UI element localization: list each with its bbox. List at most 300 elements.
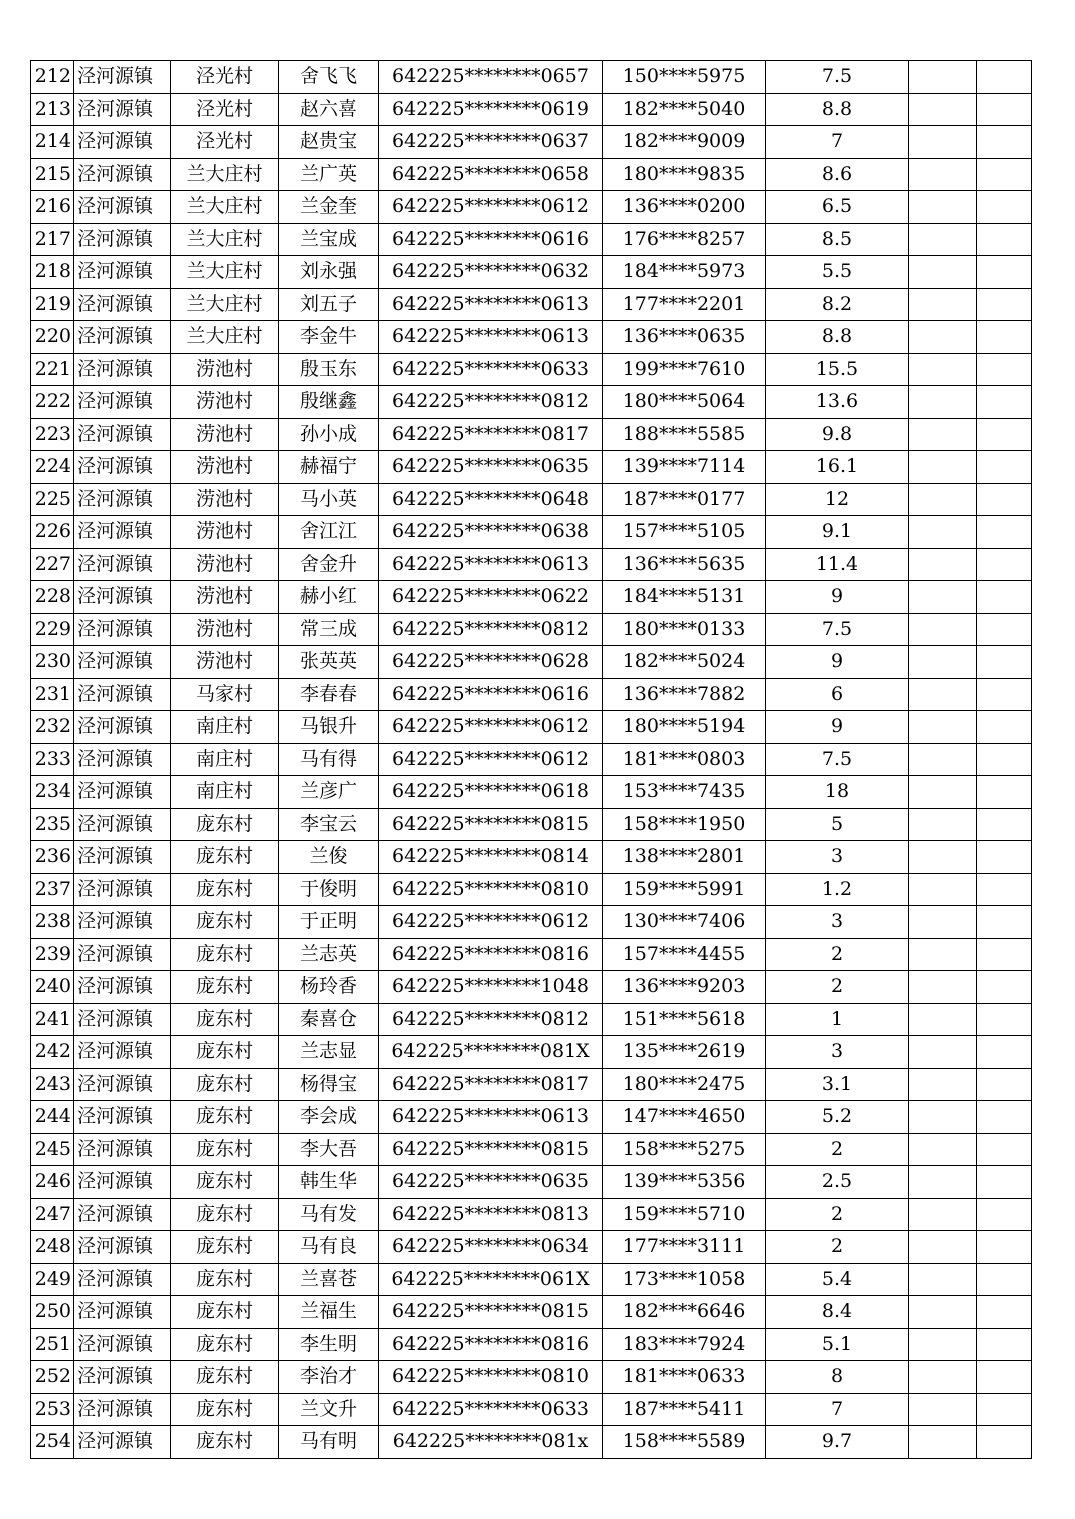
town-cell: 泾河源镇 [74, 841, 171, 874]
id-number-cell: 642225********0618 [379, 776, 603, 809]
person-name-cell: 兰宝成 [279, 223, 379, 256]
table-row [31, 451, 1032, 484]
empty-cell [977, 61, 1032, 94]
row-number-cell: 219 [31, 288, 74, 321]
table-row [31, 613, 1032, 646]
id-number-cell: 642225********0635 [379, 451, 603, 484]
phone-cell: 139****5356 [603, 1166, 766, 1199]
id-number-cell: 642225********0612 [379, 906, 603, 939]
row-number-cell: 236 [31, 841, 74, 874]
empty-cell [977, 1166, 1032, 1199]
row-number-cell: 229 [31, 613, 74, 646]
empty-cell [909, 288, 977, 321]
person-name-cell: 李大吾 [279, 1133, 379, 1166]
table-row [31, 1393, 1032, 1426]
id-number-cell: 642225********0812 [379, 613, 603, 646]
phone-cell: 180****5194 [603, 711, 766, 744]
empty-cell [977, 1328, 1032, 1361]
row-number-cell: 223 [31, 418, 74, 451]
town-cell: 泾河源镇 [74, 938, 171, 971]
person-name-cell: 兰文升 [279, 1393, 379, 1426]
empty-cell [977, 971, 1032, 1004]
town-cell: 泾河源镇 [74, 1003, 171, 1036]
empty-cell [909, 613, 977, 646]
person-name-cell: 殷玉东 [279, 353, 379, 386]
town-cell: 泾河源镇 [74, 191, 171, 224]
table-row [31, 1166, 1032, 1199]
person-name-cell: 刘永强 [279, 256, 379, 289]
village-cell: 庞东村 [171, 1393, 279, 1426]
value-cell: 15.5 [766, 353, 909, 386]
town-cell: 泾河源镇 [74, 1133, 171, 1166]
row-number-cell: 213 [31, 93, 74, 126]
phone-cell: 135****2619 [603, 1036, 766, 1069]
empty-cell [977, 516, 1032, 549]
town-cell: 泾河源镇 [74, 548, 171, 581]
id-number-cell: 642225********0634 [379, 1231, 603, 1264]
value-cell: 7.5 [766, 743, 909, 776]
phone-cell: 139****7114 [603, 451, 766, 484]
town-cell: 泾河源镇 [74, 678, 171, 711]
empty-cell [909, 711, 977, 744]
id-number-cell: 642225********0622 [379, 581, 603, 614]
value-cell: 7.5 [766, 61, 909, 94]
id-number-cell: 642225********0613 [379, 548, 603, 581]
row-number-cell: 220 [31, 321, 74, 354]
row-number-cell: 218 [31, 256, 74, 289]
empty-cell [977, 678, 1032, 711]
town-cell: 泾河源镇 [74, 1101, 171, 1134]
empty-cell [909, 841, 977, 874]
id-number-cell: 642225********0816 [379, 938, 603, 971]
empty-cell [977, 1296, 1032, 1329]
value-cell: 1 [766, 1003, 909, 1036]
table-row [31, 581, 1032, 614]
id-number-cell: 642225********0813 [379, 1198, 603, 1231]
empty-cell [909, 581, 977, 614]
person-name-cell: 李春春 [279, 678, 379, 711]
phone-cell: 136****0200 [603, 191, 766, 224]
table-row [31, 1361, 1032, 1394]
town-cell: 泾河源镇 [74, 483, 171, 516]
empty-cell [909, 1036, 977, 1069]
town-cell: 泾河源镇 [74, 61, 171, 94]
empty-cell [909, 906, 977, 939]
table-row [31, 938, 1032, 971]
row-number-cell: 226 [31, 516, 74, 549]
value-cell: 2 [766, 938, 909, 971]
empty-cell [977, 548, 1032, 581]
table-row [31, 1068, 1032, 1101]
village-cell: 庞东村 [171, 1068, 279, 1101]
town-cell: 泾河源镇 [74, 581, 171, 614]
table-row [31, 971, 1032, 1004]
row-number-cell: 224 [31, 451, 74, 484]
town-cell: 泾河源镇 [74, 256, 171, 289]
table-row [31, 191, 1032, 224]
value-cell: 2.5 [766, 1166, 909, 1199]
value-cell: 2 [766, 1198, 909, 1231]
value-cell: 2 [766, 1133, 909, 1166]
person-name-cell: 兰志英 [279, 938, 379, 971]
phone-cell: 187****0177 [603, 483, 766, 516]
person-name-cell: 兰喜苍 [279, 1263, 379, 1296]
village-cell: 庞东村 [171, 841, 279, 874]
empty-cell [909, 1361, 977, 1394]
village-cell: 庞东村 [171, 906, 279, 939]
phone-cell: 136****0635 [603, 321, 766, 354]
town-cell: 泾河源镇 [74, 1393, 171, 1426]
table-row [31, 1101, 1032, 1134]
table-row [31, 776, 1032, 809]
row-number-cell: 243 [31, 1068, 74, 1101]
empty-cell [909, 126, 977, 159]
table-row [31, 1003, 1032, 1036]
table-row [31, 808, 1032, 841]
value-cell: 12 [766, 483, 909, 516]
empty-cell [909, 1393, 977, 1426]
table-row [31, 126, 1032, 159]
table-row [31, 256, 1032, 289]
village-cell: 泾光村 [171, 126, 279, 159]
phone-cell: 159****5710 [603, 1198, 766, 1231]
phone-cell: 153****7435 [603, 776, 766, 809]
table-row [31, 841, 1032, 874]
village-cell: 庞东村 [171, 1426, 279, 1459]
empty-cell [977, 1263, 1032, 1296]
phone-cell: 184****5131 [603, 581, 766, 614]
value-cell: 16.1 [766, 451, 909, 484]
id-number-cell: 642225********0628 [379, 646, 603, 679]
town-cell: 泾河源镇 [74, 873, 171, 906]
row-number-cell: 222 [31, 386, 74, 419]
empty-cell [909, 1166, 977, 1199]
phone-cell: 150****5975 [603, 61, 766, 94]
town-cell: 泾河源镇 [74, 1068, 171, 1101]
town-cell: 泾河源镇 [74, 516, 171, 549]
phone-cell: 177****3111 [603, 1231, 766, 1264]
id-number-cell: 642225********0810 [379, 1361, 603, 1394]
id-number-cell: 642225********061X [379, 1263, 603, 1296]
phone-cell: 136****5635 [603, 548, 766, 581]
value-cell: 8.8 [766, 321, 909, 354]
value-cell: 3 [766, 906, 909, 939]
empty-cell [909, 353, 977, 386]
empty-cell [977, 808, 1032, 841]
table-row [31, 646, 1032, 679]
empty-cell [977, 613, 1032, 646]
person-name-cell: 李金牛 [279, 321, 379, 354]
village-cell: 涝池村 [171, 386, 279, 419]
person-name-cell: 赵六喜 [279, 93, 379, 126]
row-number-cell: 225 [31, 483, 74, 516]
person-name-cell: 兰福生 [279, 1296, 379, 1329]
row-number-cell: 250 [31, 1296, 74, 1329]
town-cell: 泾河源镇 [74, 743, 171, 776]
town-cell: 泾河源镇 [74, 1036, 171, 1069]
person-name-cell: 李生明 [279, 1328, 379, 1361]
town-cell: 泾河源镇 [74, 353, 171, 386]
village-cell: 涝池村 [171, 548, 279, 581]
id-number-cell: 642225********0632 [379, 256, 603, 289]
phone-cell: 182****6646 [603, 1296, 766, 1329]
id-number-cell: 642225********1048 [379, 971, 603, 1004]
person-name-cell: 兰彦广 [279, 776, 379, 809]
table-row [31, 873, 1032, 906]
row-number-cell: 252 [31, 1361, 74, 1394]
phone-cell: 159****5991 [603, 873, 766, 906]
row-number-cell: 227 [31, 548, 74, 581]
row-number-cell: 234 [31, 776, 74, 809]
empty-cell [909, 1198, 977, 1231]
phone-cell: 199****7610 [603, 353, 766, 386]
id-number-cell: 642225********0814 [379, 841, 603, 874]
table-row [31, 516, 1032, 549]
id-number-cell: 642225********0619 [379, 93, 603, 126]
value-cell: 2 [766, 971, 909, 1004]
phone-cell: 180****5064 [603, 386, 766, 419]
value-cell: 8.8 [766, 93, 909, 126]
village-cell: 庞东村 [171, 1166, 279, 1199]
village-cell: 涝池村 [171, 646, 279, 679]
empty-cell [977, 711, 1032, 744]
town-cell: 泾河源镇 [74, 971, 171, 1004]
empty-cell [909, 223, 977, 256]
empty-cell [977, 256, 1032, 289]
row-number-cell: 247 [31, 1198, 74, 1231]
empty-cell [977, 1068, 1032, 1101]
village-cell: 庞东村 [171, 1231, 279, 1264]
village-cell: 庞东村 [171, 1296, 279, 1329]
phone-cell: 183****7924 [603, 1328, 766, 1361]
empty-cell [909, 516, 977, 549]
person-name-cell: 马有明 [279, 1426, 379, 1459]
town-cell: 泾河源镇 [74, 1166, 171, 1199]
table-row [31, 548, 1032, 581]
value-cell: 5.4 [766, 1263, 909, 1296]
empty-cell [909, 873, 977, 906]
value-cell: 13.6 [766, 386, 909, 419]
empty-cell [909, 776, 977, 809]
table-row [31, 321, 1032, 354]
row-number-cell: 244 [31, 1101, 74, 1134]
town-cell: 泾河源镇 [74, 711, 171, 744]
village-cell: 兰大庄村 [171, 321, 279, 354]
value-cell: 6 [766, 678, 909, 711]
village-cell: 庞东村 [171, 1133, 279, 1166]
empty-cell [977, 223, 1032, 256]
phone-cell: 180****9835 [603, 158, 766, 191]
village-cell: 涝池村 [171, 451, 279, 484]
empty-cell [909, 1231, 977, 1264]
village-cell: 庞东村 [171, 1198, 279, 1231]
table-row [31, 1231, 1032, 1264]
id-number-cell: 642225********0815 [379, 1133, 603, 1166]
village-cell: 南庄村 [171, 743, 279, 776]
village-cell: 庞东村 [171, 808, 279, 841]
town-cell: 泾河源镇 [74, 321, 171, 354]
empty-cell [977, 1426, 1032, 1459]
village-cell: 兰大庄村 [171, 223, 279, 256]
value-cell: 3 [766, 1036, 909, 1069]
person-name-cell: 杨玲香 [279, 971, 379, 1004]
village-cell: 庞东村 [171, 1361, 279, 1394]
town-cell: 泾河源镇 [74, 613, 171, 646]
phone-cell: 157****4455 [603, 938, 766, 971]
row-number-cell: 228 [31, 581, 74, 614]
table-row [31, 678, 1032, 711]
table-row [31, 61, 1032, 94]
phone-cell: 157****5105 [603, 516, 766, 549]
person-name-cell: 秦喜仓 [279, 1003, 379, 1036]
village-cell: 庞东村 [171, 1036, 279, 1069]
table-row [31, 1296, 1032, 1329]
person-name-cell: 李会成 [279, 1101, 379, 1134]
person-name-cell: 于俊明 [279, 873, 379, 906]
value-cell: 5.1 [766, 1328, 909, 1361]
id-number-cell: 642225********0817 [379, 418, 603, 451]
phone-cell: 187****5411 [603, 1393, 766, 1426]
empty-cell [909, 1003, 977, 1036]
row-number-cell: 217 [31, 223, 74, 256]
village-cell: 庞东村 [171, 1263, 279, 1296]
town-cell: 泾河源镇 [74, 1263, 171, 1296]
empty-cell [909, 483, 977, 516]
value-cell: 7.5 [766, 613, 909, 646]
phone-cell: 180****0133 [603, 613, 766, 646]
person-name-cell: 赵贵宝 [279, 126, 379, 159]
person-name-cell: 韩生华 [279, 1166, 379, 1199]
phone-cell: 136****7882 [603, 678, 766, 711]
empty-cell [977, 743, 1032, 776]
person-name-cell: 马银升 [279, 711, 379, 744]
empty-cell [909, 938, 977, 971]
town-cell: 泾河源镇 [74, 1296, 171, 1329]
row-number-cell: 242 [31, 1036, 74, 1069]
row-number-cell: 246 [31, 1166, 74, 1199]
person-name-cell: 常三成 [279, 613, 379, 646]
id-number-cell: 642225********0638 [379, 516, 603, 549]
phone-cell: 182****9009 [603, 126, 766, 159]
row-number-cell: 235 [31, 808, 74, 841]
phone-cell: 181****0633 [603, 1361, 766, 1394]
table-row [31, 353, 1032, 386]
data-table [30, 60, 1032, 1459]
empty-cell [909, 678, 977, 711]
empty-cell [909, 548, 977, 581]
row-number-cell: 249 [31, 1263, 74, 1296]
table-row [31, 1133, 1032, 1166]
person-name-cell: 兰广英 [279, 158, 379, 191]
town-cell: 泾河源镇 [74, 776, 171, 809]
value-cell: 1.2 [766, 873, 909, 906]
id-number-cell: 642225********0816 [379, 1328, 603, 1361]
empty-cell [977, 1101, 1032, 1134]
table-row [31, 906, 1032, 939]
row-number-cell: 240 [31, 971, 74, 1004]
town-cell: 泾河源镇 [74, 646, 171, 679]
value-cell: 8.4 [766, 1296, 909, 1329]
phone-cell: 151****5618 [603, 1003, 766, 1036]
id-number-cell: 642225********0815 [379, 1296, 603, 1329]
town-cell: 泾河源镇 [74, 1361, 171, 1394]
village-cell: 兰大庄村 [171, 256, 279, 289]
town-cell: 泾河源镇 [74, 158, 171, 191]
person-name-cell: 兰金奎 [279, 191, 379, 224]
village-cell: 涝池村 [171, 516, 279, 549]
table-row [31, 288, 1032, 321]
empty-cell [977, 906, 1032, 939]
person-name-cell: 舍江江 [279, 516, 379, 549]
row-number-cell: 245 [31, 1133, 74, 1166]
phone-cell: 188****5585 [603, 418, 766, 451]
id-number-cell: 642225********0812 [379, 1003, 603, 1036]
phone-cell: 147****4650 [603, 1101, 766, 1134]
person-name-cell: 李治才 [279, 1361, 379, 1394]
village-cell: 泾光村 [171, 93, 279, 126]
empty-cell [977, 126, 1032, 159]
empty-cell [909, 61, 977, 94]
empty-cell [909, 646, 977, 679]
town-cell: 泾河源镇 [74, 418, 171, 451]
row-number-cell: 232 [31, 711, 74, 744]
empty-cell [977, 483, 1032, 516]
empty-cell [909, 321, 977, 354]
empty-cell [977, 93, 1032, 126]
empty-cell [977, 776, 1032, 809]
row-number-cell: 239 [31, 938, 74, 971]
empty-cell [977, 841, 1032, 874]
empty-cell [909, 93, 977, 126]
empty-cell [909, 418, 977, 451]
village-cell: 涝池村 [171, 483, 279, 516]
id-number-cell: 642225********0613 [379, 288, 603, 321]
empty-cell [977, 646, 1032, 679]
empty-cell [909, 971, 977, 1004]
village-cell: 泾光村 [171, 61, 279, 94]
town-cell: 泾河源镇 [74, 1231, 171, 1264]
person-name-cell: 李宝云 [279, 808, 379, 841]
table-row [31, 1198, 1032, 1231]
town-cell: 泾河源镇 [74, 288, 171, 321]
table-row [31, 483, 1032, 516]
empty-cell [977, 386, 1032, 419]
value-cell: 9 [766, 646, 909, 679]
empty-cell [909, 191, 977, 224]
village-cell: 兰大庄村 [171, 191, 279, 224]
id-number-cell: 642225********0612 [379, 711, 603, 744]
phone-cell: 180****2475 [603, 1068, 766, 1101]
row-number-cell: 238 [31, 906, 74, 939]
empty-cell [977, 1133, 1032, 1166]
village-cell: 涝池村 [171, 418, 279, 451]
id-number-cell: 642225********0815 [379, 808, 603, 841]
phone-cell: 173****1058 [603, 1263, 766, 1296]
phone-cell: 184****5973 [603, 256, 766, 289]
value-cell: 11.4 [766, 548, 909, 581]
value-cell: 7 [766, 1393, 909, 1426]
value-cell: 3.1 [766, 1068, 909, 1101]
person-name-cell: 舍飞飞 [279, 61, 379, 94]
town-cell: 泾河源镇 [74, 126, 171, 159]
row-number-cell: 216 [31, 191, 74, 224]
empty-cell [977, 1393, 1032, 1426]
person-name-cell: 马有得 [279, 743, 379, 776]
town-cell: 泾河源镇 [74, 808, 171, 841]
phone-cell: 177****2201 [603, 288, 766, 321]
person-name-cell: 舍金升 [279, 548, 379, 581]
town-cell: 泾河源镇 [74, 451, 171, 484]
